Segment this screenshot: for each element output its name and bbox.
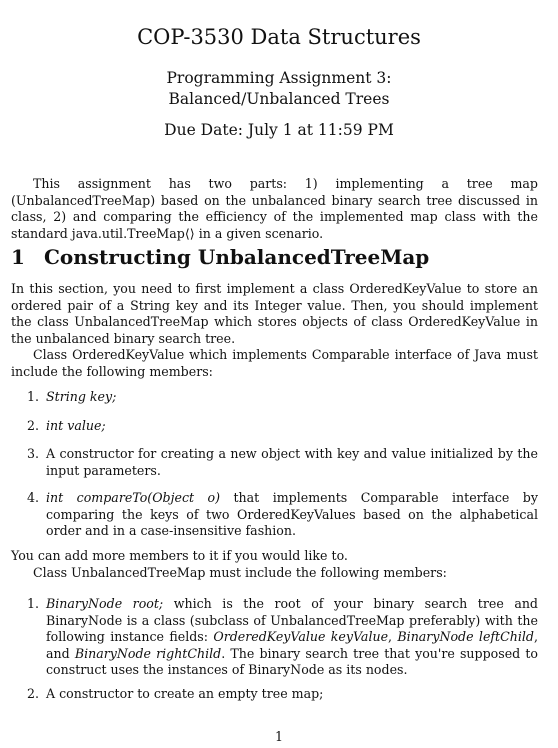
list-item-number: 4.: [27, 490, 40, 505]
code-member: int compareTo(Object o): [46, 490, 221, 505]
code-field: OrderedKeyValue keyValue: [213, 629, 389, 645]
intro-paragraph: This assignment has two parts: 1) implementing a tree map (UnbalancedTreeMap) based on the unbalanced binary search tree discussed in class, 2) and comparing the efficiency of the implemented map class with the standard java.util.TreeMap⟨⟩ in a given scenario.: [11, 176, 538, 241]
section-heading: [11, 245, 429, 269]
code-member: BinaryNode root;: [46, 596, 164, 611]
list-item-text: A constructor to create an empty tree map;: [46, 686, 324, 701]
list-item: [27, 446, 538, 479]
due-date: Due Date: July 1 at 11:59 PM: [164, 121, 394, 139]
list-item-text: which is the root of your binary search tree and BinaryNode is a class (subclass of UnbalancedTreeMap preferably) with the following instance fields:: [46, 596, 538, 645]
list-item-number: 2.: [27, 418, 40, 433]
list-item: [27, 490, 538, 540]
list-item: [27, 389, 538, 406]
list-item-number: 1.: [27, 389, 40, 404]
section-paragraph-1: In this section, you need to first implement a class OrderedKeyValue to store an ordered pair of a String key and its Integer value. Then, you should implement the class UnbalancedTreeMap which stores objects of class OrderedKeyValue in the unbalanced binary search tree.: [11, 281, 538, 346]
list-item-text: A constructor for creating a new object with key and value initialized by the input parameters.: [46, 446, 538, 478]
list-item-number: 1.: [27, 596, 40, 611]
code-member: int value;: [46, 418, 106, 433]
list-item-text: that implements Comparable interface by comparing the keys of two OrderedKeyValues based on the alphabetical order and in a case-insensitive fashion.: [46, 490, 538, 539]
paragraph-treemap-members: Class UnbalancedTreeMap must include the following members:: [33, 565, 447, 580]
code-member: String key;: [46, 389, 117, 404]
section-paragraph-2: Class OrderedKeyValue which implements Comparable interface of Java must include the following members:: [11, 347, 538, 379]
list-item-number: 2.: [27, 686, 40, 701]
list-item: [27, 418, 538, 435]
section-number: 1: [11, 245, 25, 269]
list-item-text: ,: [388, 629, 398, 645]
list-item: [27, 596, 538, 679]
section-title: Constructing UnbalancedTreeMap: [44, 245, 430, 269]
code-field: BinaryNode leftChild: [397, 629, 534, 645]
paragraph-more-members: You can add more members to it if you would like to.: [11, 548, 348, 563]
list-item: [27, 686, 538, 703]
list-item-number: 3.: [27, 446, 40, 461]
subtitle-line-2: Balanced/Unbalanced Trees: [168, 90, 390, 108]
document-title: COP-3530 Data Structures: [137, 25, 421, 49]
subtitle-line-1: Programming Assignment 3:: [166, 69, 392, 87]
assignment-subtitle: [0, 68, 558, 110]
code-field: BinaryNode rightChild: [74, 645, 222, 661]
list-item-text: . The binary search tree that you're supposed to construct uses the instances of BinaryNode as its nodes.: [46, 645, 538, 678]
page-number: 1: [274, 729, 283, 744]
list-item-text: , and: [46, 629, 538, 661]
